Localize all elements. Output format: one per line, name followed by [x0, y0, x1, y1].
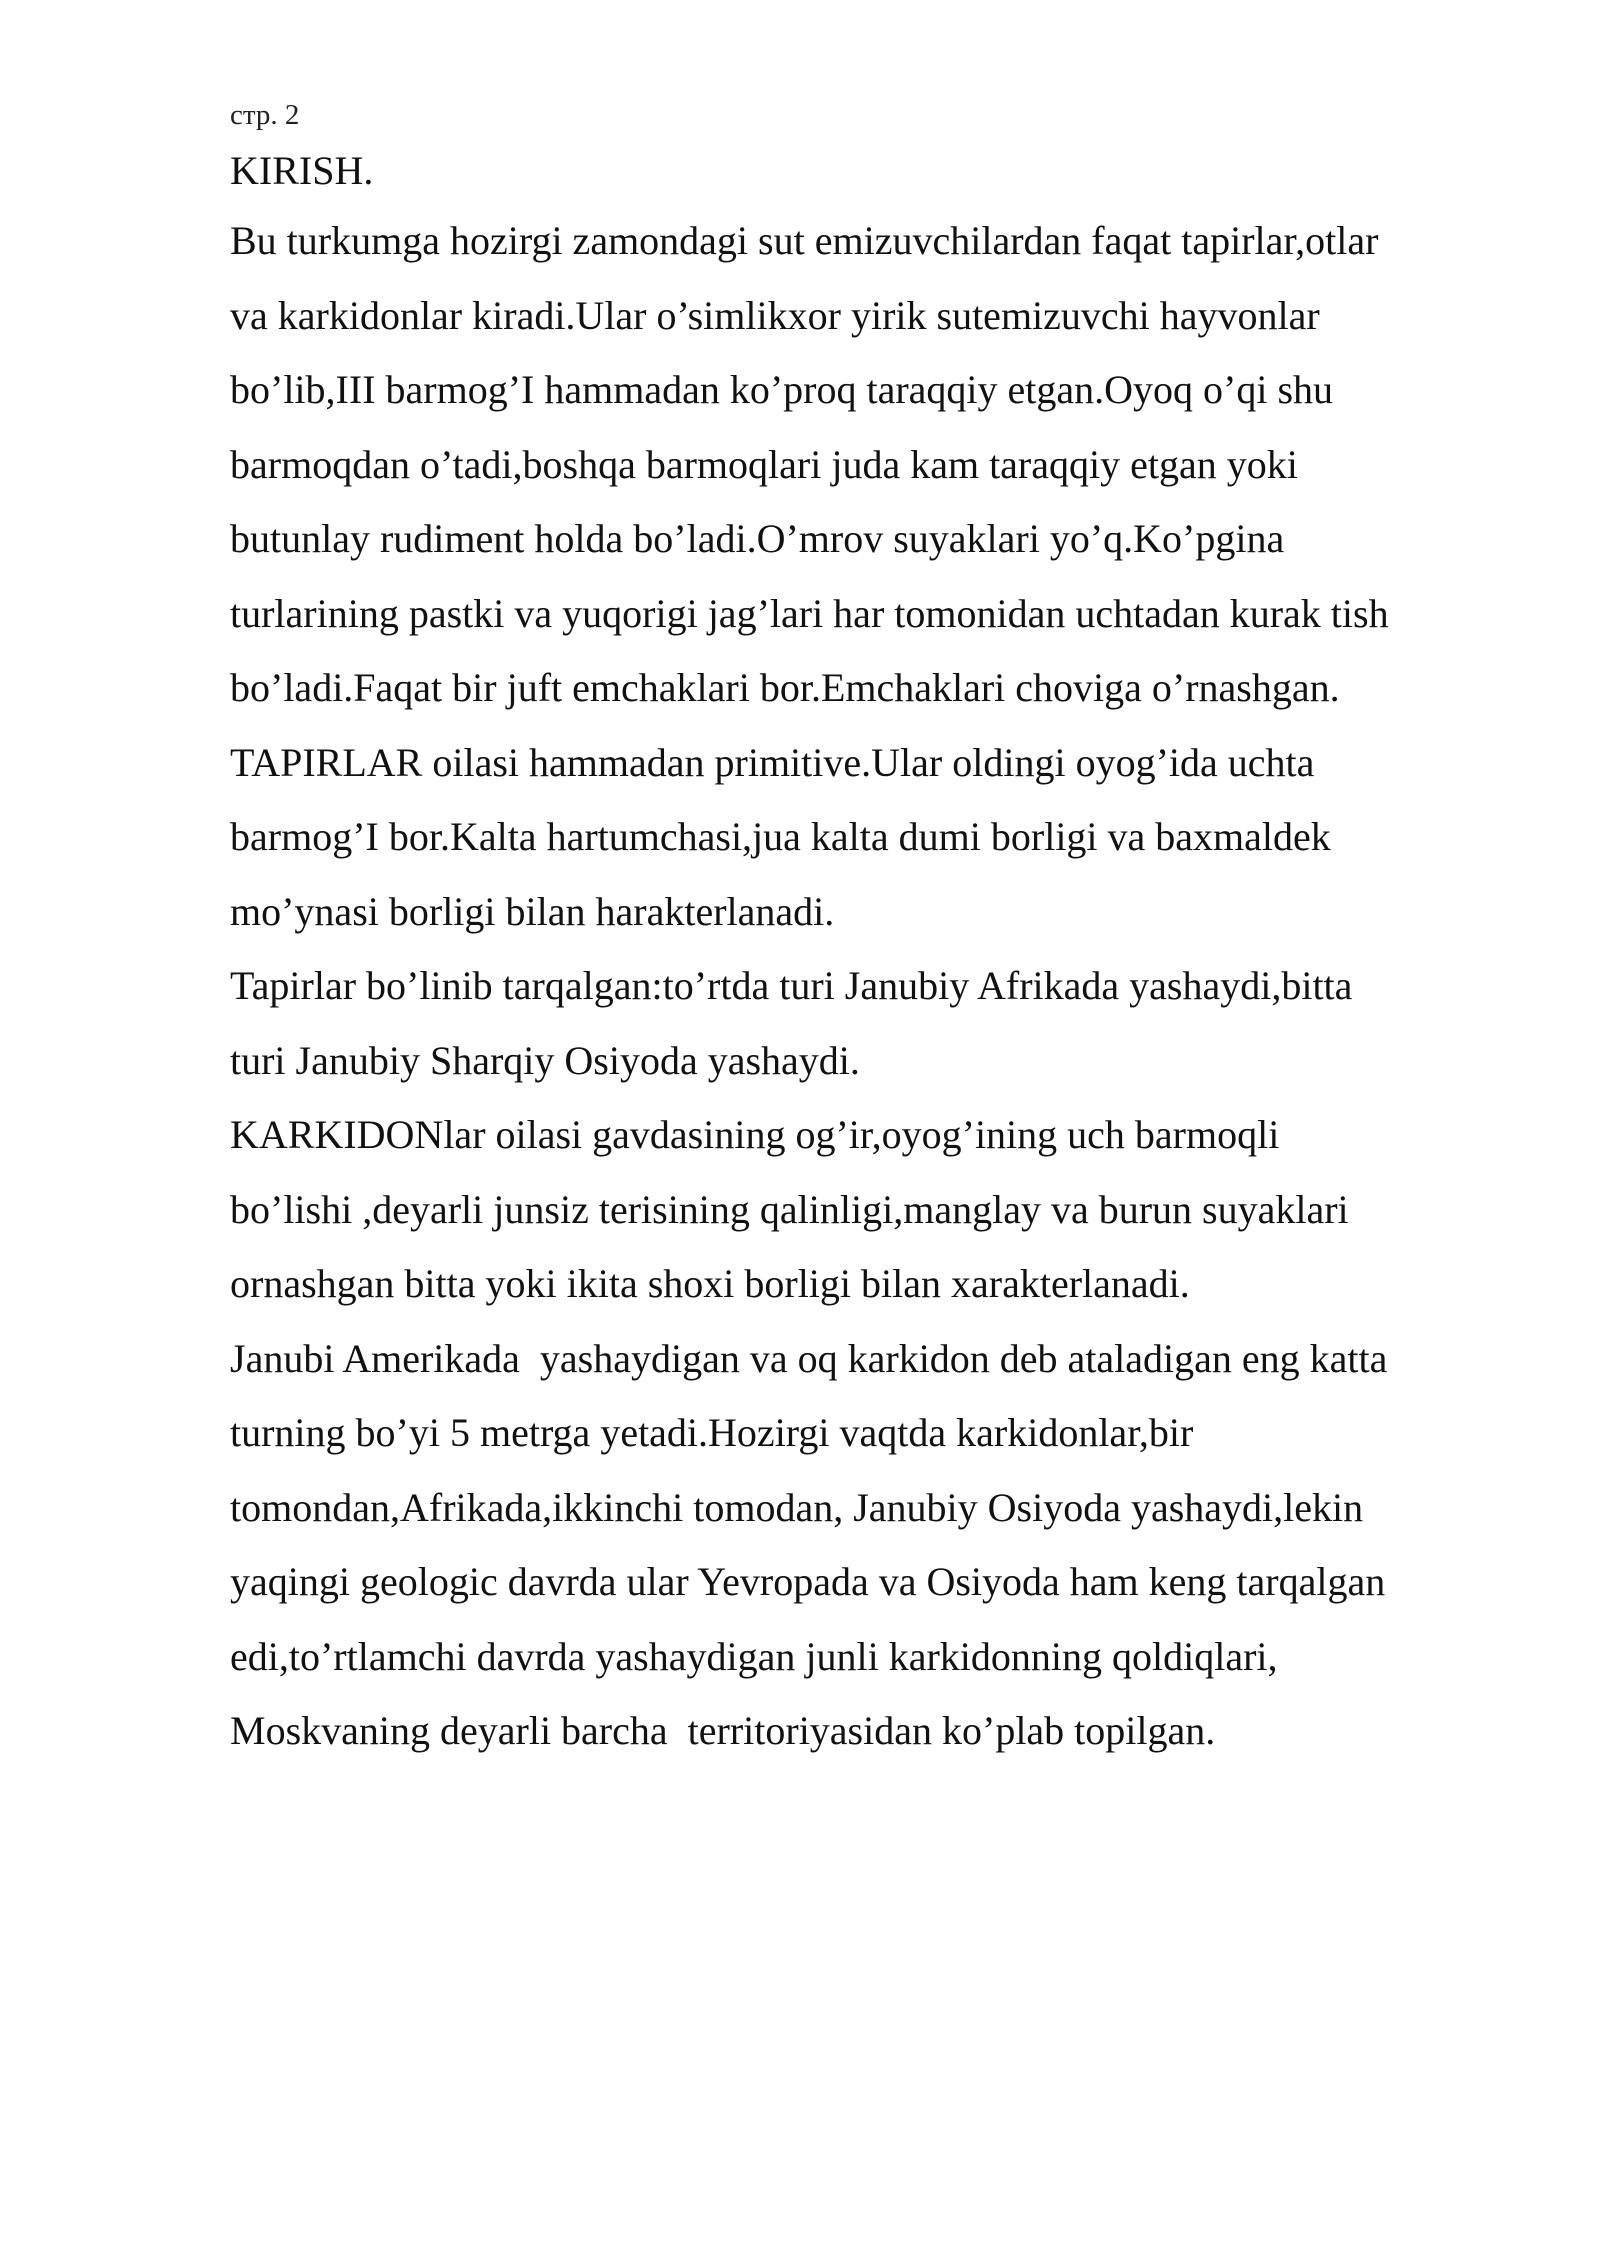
- text-line: edi,to’rtlamchi davrda yashaydigan junli karkidonning qoldiqlari,: [230, 1633, 1278, 1679]
- text-line: Janubi Amerikada yashaydigan va oq karkidon deb ataladigan eng katta: [230, 1335, 1388, 1381]
- text-line: butunlay rudiment holda bo’ladi.O’mrov suyaklari yo’q.Ko’pgina: [230, 516, 1285, 561]
- text-line: bo’lishi ,deyarli junsiz terisining qalinligi,manglay va burun suyaklari: [230, 1186, 1349, 1232]
- paragraph-tapir-distribution: [230, 949, 1530, 1098]
- text-line: Moskvaning deyarli barcha territoriyasidan ko’plab topilgan.: [230, 1708, 1216, 1753]
- document-page: [230, 92, 1530, 1769]
- paragraph-tapirs: [230, 726, 1530, 950]
- paragraph-rhinos: [230, 1098, 1530, 1322]
- text-line: barmoqdan o’tadi,boshqa barmoqlari juda kam taraqqiy etgan yoki: [230, 441, 1298, 487]
- text-line: bo’ladi.Faqat bir juft emchaklari bor.Emchaklari choviga o’rnashgan.: [230, 665, 1340, 710]
- text-line: Tapirlar bo’linib tarqalgan:to’rtda turi Janubiy Afrikada yashaydi,bitta: [230, 963, 1353, 1008]
- text-line: turning bo’yi 5 metrga yetadi.Hozirgi vaqtda karkidonlar,bir: [230, 1410, 1194, 1455]
- text-line: mo’ynasi borligi bilan harakterlanadi.: [230, 888, 835, 934]
- text-line: TAPIRLAR oilasi hammadan primitive.Ular oldingi oyog’ida uchta: [230, 739, 1315, 785]
- text-line: turlarining pastki va yuqorigi jag’lari har tomonidan uchtadan kurak tish: [230, 590, 1389, 636]
- page-number: стр. 2: [230, 99, 300, 131]
- text-line: bo’lib,III barmog’I hammadan ko’proq taraqqiy etgan.Oyoq o’qi shu: [230, 367, 1334, 412]
- paragraph-intro: [230, 204, 1530, 726]
- text-line: barmog’I bor.Kalta hartumchasi,jua kalta dumi borligi va baxmaldek: [230, 814, 1331, 859]
- text-line: tomondan,Afrikada,ikkinchi tomodan, Janubiy Osiyoda yashaydi,lekin: [230, 1484, 1364, 1530]
- text-line: turi Janubiy Sharqiy Osiyoda yashaydi.: [230, 1037, 860, 1083]
- paragraph-rhino-distribution: [230, 1322, 1530, 1769]
- text-line: va karkidonlar kiradi.Ular o’simlikxor yirik sutemizuvchi hayvonlar: [230, 292, 1320, 338]
- text-line: KARKIDONlar oilasi gavdasining og’ir,oyog’ining uch barmoqli: [230, 1112, 1280, 1157]
- text-line: ornashgan bitta yoki ikita shoxi borligi bilan xarakterlanadi.: [230, 1261, 1190, 1306]
- section-heading: KIRISH.: [230, 148, 374, 193]
- text-line: Bu turkumga hozirgi zamondagi sut emizuvchilardan faqat tapirlar,otlar: [230, 218, 1379, 263]
- text-line: yaqingi geologic davrda ular Yevropada va Osiyoda ham keng tarqalgan: [230, 1559, 1386, 1604]
